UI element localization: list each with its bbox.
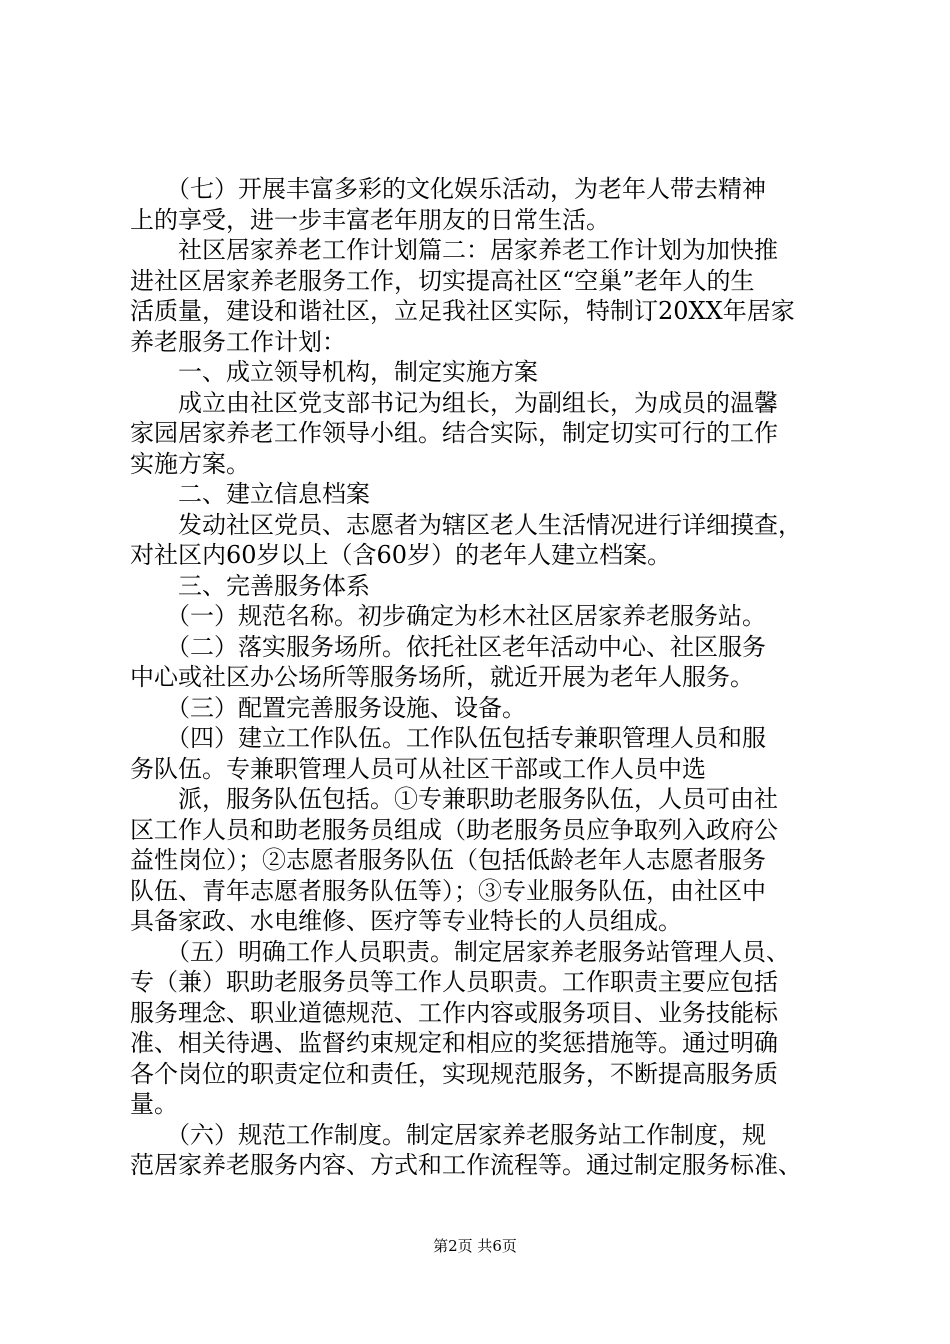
text-line: （三）配置完善服务设施、设备。	[130, 693, 526, 722]
text-line: （二）落实服务场所。依托社区老年活动中心、社区服务	[130, 632, 766, 661]
text-line: 中心或社区办公场所等服务场所，就近开展为老年人服务。	[130, 663, 754, 691]
text-line: 三、完善服务体系	[130, 571, 370, 600]
text-line: （五）明确工作人员职责。制定居家养老服务站管理人员、	[130, 937, 790, 966]
text-line: 实施方案。	[130, 449, 250, 478]
text-line: 益性岗位）；②志愿者服务队伍（包括低龄老年人志愿者服务	[130, 846, 766, 874]
text-line: 对社区内60岁以上（含60岁）的老年人建立档案。	[130, 541, 672, 569]
page-footer: 第2页 共6页	[433, 1237, 517, 1255]
text-line: 专（兼）职助老服务员等工作人员职责。工作职责主要应包括	[130, 968, 778, 996]
text-line: 进社区居家养老服务工作，切实提高社区“空巢”老年人的生	[130, 266, 755, 295]
text-line: 发动社区党员、志愿者为辖区老人生活情况进行详细摸查，	[130, 510, 802, 539]
text-line: 成立由社区党支部书记为组长，为副组长，为成员的温馨	[130, 388, 778, 417]
text-line: 各个岗位的职责定位和责任，实现规范服务，不断提高服务质	[130, 1059, 778, 1088]
text-line: 准、相关待遇、监督约束规定和相应的奖惩措施等。通过明确	[130, 1029, 778, 1057]
text-line: 养老服务工作计划：	[130, 327, 346, 356]
text-line: （六）规范工作制度。制定居家养老服务站工作制度，规	[130, 1120, 766, 1149]
text-line: （一）规范名称。初步确定为杉木社区居家养老服务站。	[130, 602, 766, 630]
text-line: 务队伍。专兼职管理人员可从社区干部或工作人员中选	[130, 754, 706, 783]
text-line: 家园居家养老工作领导小组。结合实际，制定切实可行的工作	[130, 419, 778, 447]
document-body	[130, 174, 830, 1181]
text-line: 队伍、青年志愿者服务队伍等）；③专业服务队伍，由社区中	[130, 876, 766, 905]
text-line: 范居家养老服务内容、方式和工作流程等。通过制定服务标准、	[130, 1151, 802, 1179]
text-line: 量。	[130, 1090, 178, 1118]
text-line: 活质量，建设和谐社区，立足我社区实际，特制订20XX年居家	[130, 297, 795, 325]
text-line: 区工作人员和助老服务员组成（助老服务员应争取列入政府公	[130, 815, 778, 844]
text-line: 一、成立领导机构，制定实施方案	[130, 358, 538, 386]
text-line: （七）开展丰富多彩的文化娱乐活动，为老年人带去精神	[130, 175, 766, 203]
text-line: 服务理念、职业道德规范、工作内容或服务项目、业务技能标	[130, 998, 778, 1027]
text-line: 派，服务队伍包括。①专兼职助老服务队伍，人员可由社	[130, 785, 778, 813]
text-line: （四）建立工作队伍。工作队伍包括专兼职管理人员和服	[130, 724, 766, 752]
text-line: 上的享受，进一步丰富老年朋友的日常生活。	[130, 205, 610, 234]
text-line: 二、建立信息档案	[130, 480, 370, 508]
text-line: 具备家政、水电维修、医疗等专业特长的人员组成。	[130, 907, 682, 935]
text-line: 社区居家养老工作计划篇二：居家养老工作计划为加快推	[130, 236, 778, 264]
